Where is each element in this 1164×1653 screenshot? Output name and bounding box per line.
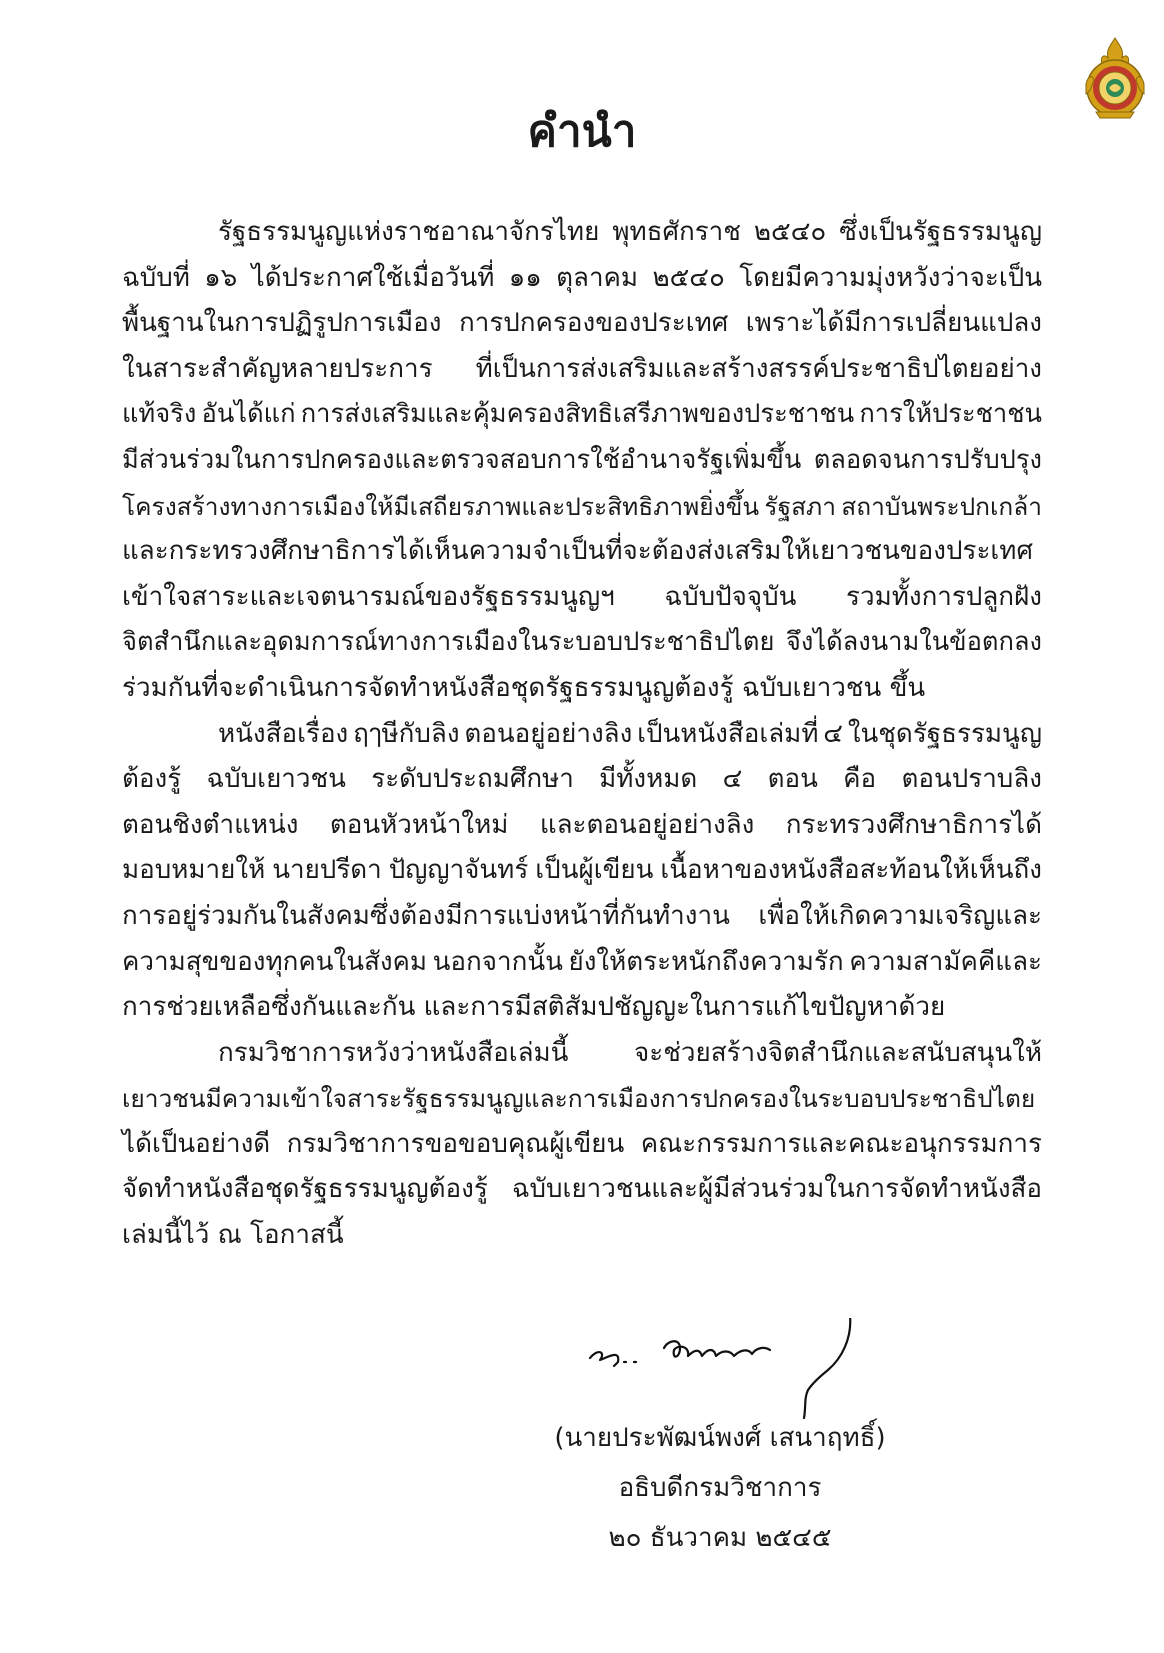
signatory-block [480,1413,960,1563]
preface-body [122,210,1042,1259]
text-line: ต้องรู้ ฉบับเยาวชน ระดับประถมศึกษา มีทั้งหมด ๔ ตอน คือ ตอนปราบลิง [122,764,1042,795]
paragraph-2 [122,712,1042,1031]
text-line: มอบหมายให้ นายปรีดา ปัญญาจันทร์ เป็นผู้เขียน เนื้อหาของหนังสือสะท้อนให้เห็นถึง [122,855,1042,886]
signatory-name: (นายประพัฒน์พงศ์ เสนาฤทธิ์) [554,1423,886,1453]
text-line: จัดทำหนังสือชุดรัฐธรรมนูญต้องรู้ ฉบับเยาวชนและผู้มีส่วนร่วมในการจัดทำหนังสือ [122,1174,1042,1205]
text-line: และกระทรวงศึกษาธิการได้เห็นความจำเป็นที่จะต้องส่งเสริมให้เยาวชนของประเทศ [122,536,1033,567]
text-line: ความสุขของทุกคนในสังคม นอกจากนั้น ยังให้ตระหนักถึงความรัก ความสามัคคีและ [122,946,1042,977]
text-line: กรมวิชาการหวังว่าหนังสือเล่มนี้ จะช่วยสร้างจิตสำนึกและสนับสนุนให้ [218,1037,1042,1068]
text-line: รัฐธรรมนูญแห่งราชอาณาจักรไทย พุทธศักราช ๒๕๔๐ ซึ่งเป็นรัฐธรรมนูญ [218,217,1042,247]
text-line: มีส่วนร่วมในการปกครองและตรวจสอบการใช้อำนาจรัฐเพิ่มขึ้น ตลอดจนการปรับปรุง [122,444,1042,475]
page-title: คำนำ [527,106,637,157]
text-line: เข้าใจสาระและเจตนารมณ์ของรัฐธรรมนูญฯ ฉบับปัจจุบัน รวมทั้งการปลูกฝัง [122,581,1042,612]
text-line: เล่มนี้ไว้ ณ โอกาสนี้ [122,1220,344,1251]
handwritten-signature [580,1318,910,1428]
text-line: เยาวชนมีความเข้าใจสาระรัฐธรรมนูญและการเมืองการปกครองในระบอบประชาธิปไตย [122,1084,1036,1114]
signatory-position: อธิบดีกรมวิชาการ [618,1473,822,1503]
signature-date: ๒๐ ธันวาคม ๒๕๔๕ [608,1523,832,1553]
text-line: การอยู่ร่วมกันในสังคมซึ่งต้องมีการแบ่งหน้าที่กันทำงาน เพื่อให้เกิดความเจริญและ [122,900,1042,931]
text-line: หนังสือเรื่อง ฤๅษีกับลิง ตอนอยู่อย่างลิง เป็นหนังสือเล่มที่ ๔ ในชุดรัฐธรรมนูญ [218,718,1042,749]
text-line: ร่วมกันที่จะดำเนินการจัดทำหนังสือชุดรัฐธรรมนูญต้องรู้ ฉบับเยาวชน ขึ้น [122,672,926,703]
text-line: การช่วยเหลือซึ่งกันและกัน และการมีสติสัมปชัญญะในการแก้ไขปัญหาด้วย [122,992,946,1023]
paragraph-1 [122,210,1042,712]
text-line: โครงสร้างทางการเมืองให้มีเสถียรภาพและประสิทธิภาพยิ่งขึ้น รัฐสภา สถาบันพระปกเกล้า [122,491,1042,521]
text-line: ได้เป็นอย่างดี กรมวิชาการขอขอบคุณผู้เขียน คณะกรรมการและคณะอนุกรรมการ [122,1128,1042,1159]
text-line: แท้จริง อันได้แก่ การส่งเสริมและคุ้มครองสิทธิเสรีภาพของประชาชน การให้ประชาชน [122,399,1042,430]
text-line: จิตสำนึกและอุดมการณ์ทางการเมืองในระบอบประชาธิปไตย จึงได้ลงนามในข้อตกลง [122,627,1042,658]
text-line: ในสาระสำคัญหลายประการ ที่เป็นการส่งเสริมและสร้างสรรค์ประชาธิปไตยอย่าง [122,353,1042,384]
text-line: ตอนชิงตำแหน่ง ตอนหัวหน้าใหม่ และตอนอยู่อย่างลิง กระทรวงศึกษาธิการได้ [122,809,1042,840]
paragraph-3 [122,1031,1042,1259]
text-line: พื้นฐานในการปฏิรูปการเมือง การปกครองของประเทศ เพราะได้มีการเปลี่ยนแปลง [122,308,1042,339]
text-line: ฉบับที่ ๑๖ ได้ประกาศใช้เมื่อวันที่ ๑๑ ตุลาคม ๒๕๔๐ โดยมีความมุ่งหวังว่าจะเป็น [122,262,1042,293]
